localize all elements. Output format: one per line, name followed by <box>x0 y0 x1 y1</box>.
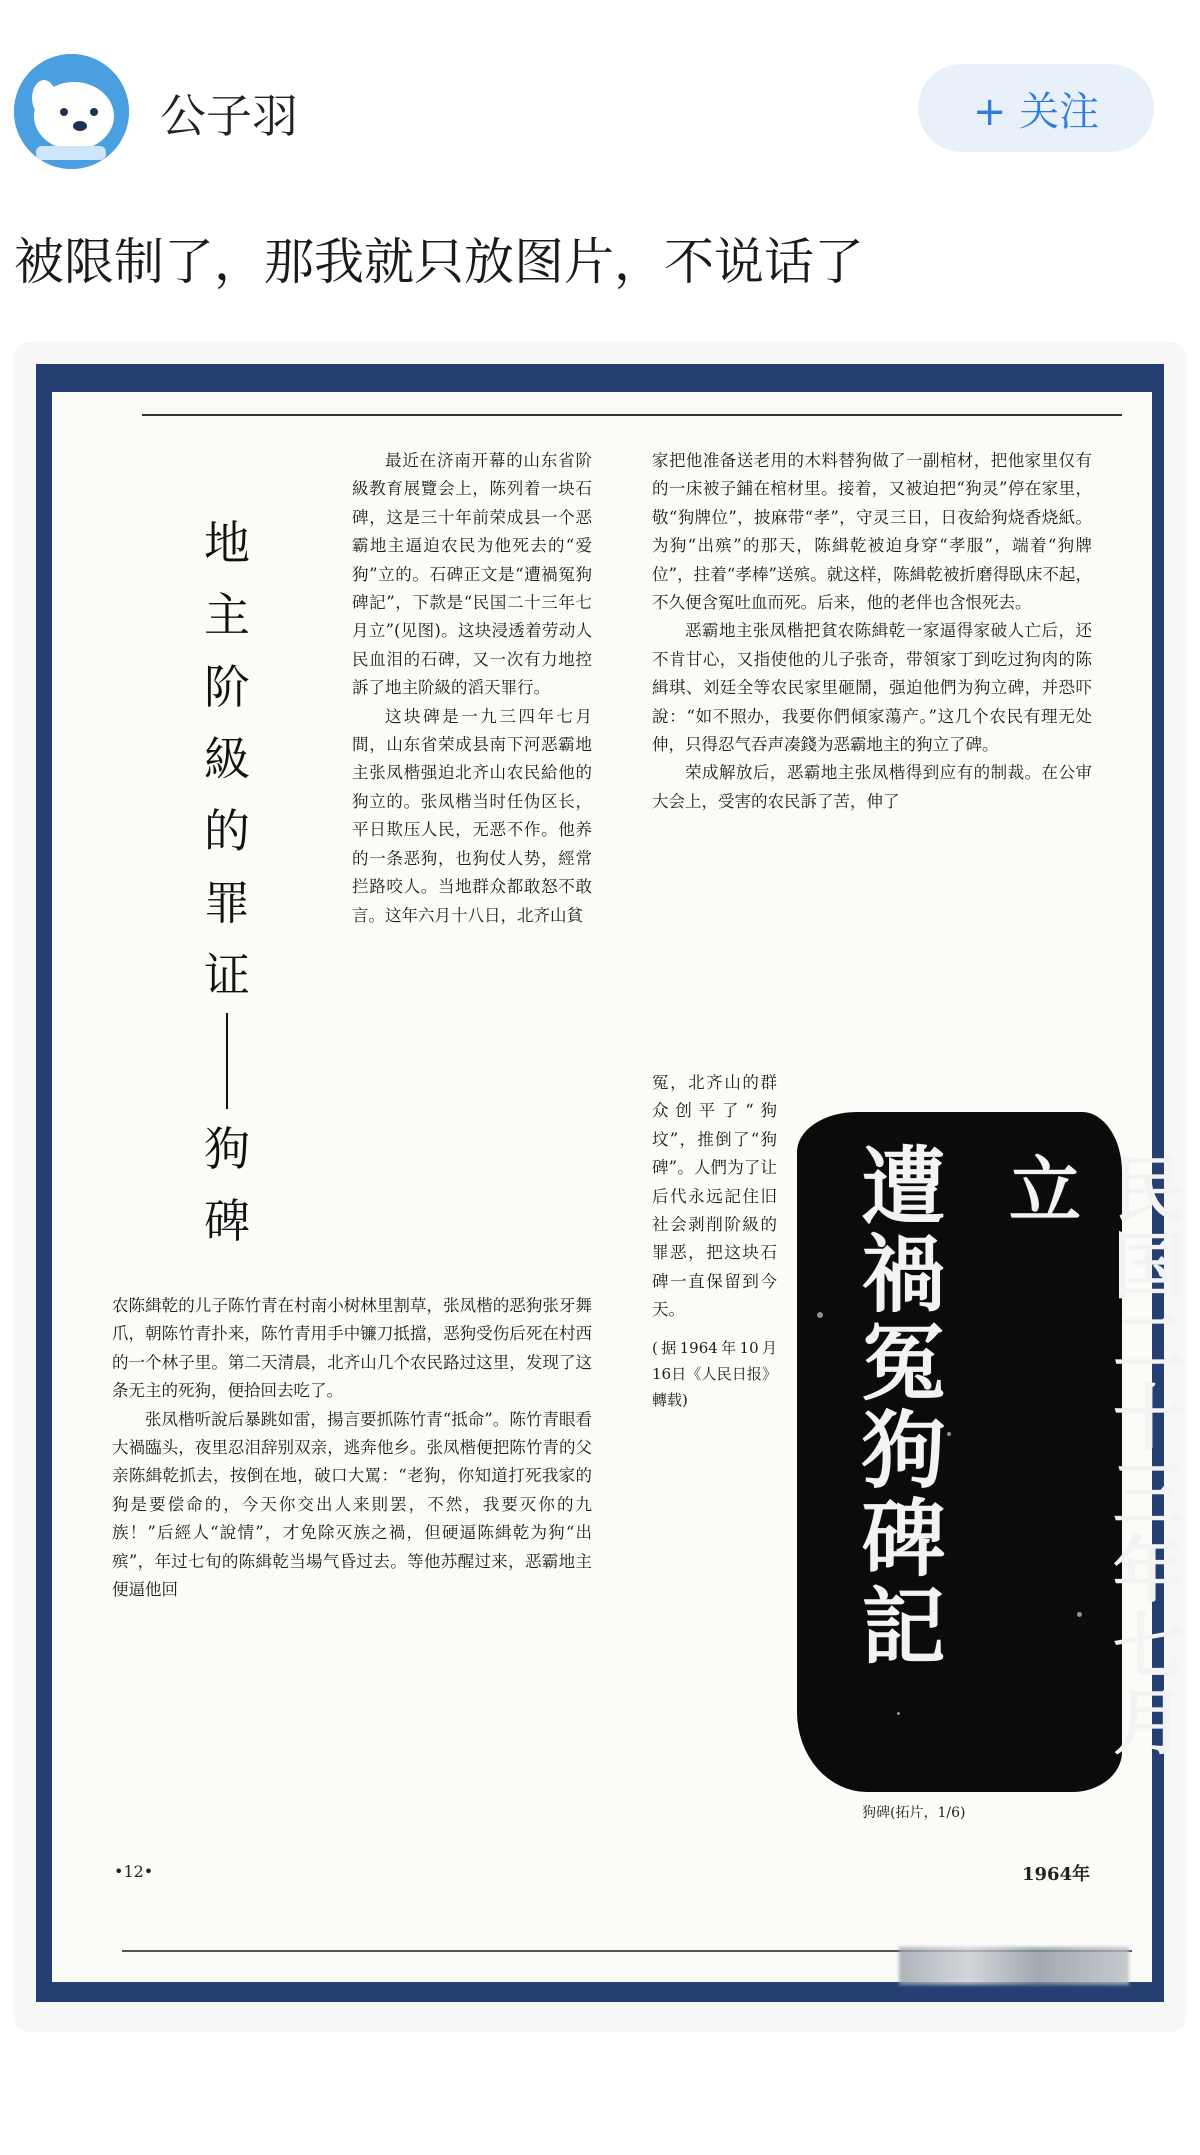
paragraph: 恶霸地主张凤楷把貧农陈緝乾一家逼得家破人亡后，还不肯甘心，又指使他的儿子张奇，带領家丁到吃过狗肉的陈緝琪、刘廷全等农民家里砸鬧，强迫他們为狗立碑，并恐吓說：“如不照办，我要你們傾家蕩产。”这几个农民有理无处伸，只得忍气吞声凑錢为恶霸地主的狗立了碑。 <box>652 621 1092 755</box>
rubbing-caption: 狗碑(拓片，1/6) <box>862 1805 966 1821</box>
title-char: 地 <box>204 516 250 570</box>
article-column-narrow <box>652 1069 777 1413</box>
top-rule <box>142 414 1122 416</box>
post-header <box>0 0 1200 200</box>
title-char: 罪 <box>204 876 250 930</box>
scanned-magazine-page <box>52 392 1186 1982</box>
issue-year: 1964年 <box>1022 1864 1091 1885</box>
title-dash <box>226 1013 228 1109</box>
stele-rubbing-image <box>797 1112 1186 1792</box>
post-image[interactable] <box>14 342 1186 2032</box>
post-text: 被限制了，那我就只放图片，不说话了 <box>14 233 864 291</box>
title-char: 阶 <box>204 660 250 714</box>
username[interactable]: 公子羽 <box>160 89 298 143</box>
article-column-2 <box>652 447 1092 816</box>
paragraph: 张凤楷听說后暴跳如雷，揚言要抓陈竹青“抵命”。陈竹青眼看大禍臨头，夜里忍泪辞别双亲，逃奔他乡。张凤楷便把陈竹青的父亲陈緝乾抓去，按倒在地，破口大罵：“老狗，你知道打死我家的狗是要偿命的，今天你交出人来則罢，不然，我要灭你的九族！”后經人“說情”，才免除灭族之禍，但硬逼陈緝乾为狗“出殡”，年过七旬的陈緝乾当場气昏过去。等他苏醒过来，恶霸地主便逼他回 <box>112 1409 592 1600</box>
title-char: 证 <box>204 948 250 1002</box>
watermark <box>899 1947 1129 1985</box>
source-note: (据1964年10月16日《人民日报》轉载) <box>652 1338 777 1409</box>
title-char: 的 <box>204 804 250 858</box>
title-char: 狗 <box>204 1122 250 1176</box>
paragraph: 农陈緝乾的儿子陈竹青在村南小树林里割草，张凤楷的恶狗张牙舞爪，朝陈竹青扑来，陈竹青用手中镰刀抵擋，恶狗受伤后死在村西的一个林子里。第二天清晨，北齐山几个农民路过这里，发现了这条无主的死狗，便拾回去吃了。 <box>112 1296 592 1401</box>
article-title <box>182 507 272 1257</box>
article-column-1-bottom <box>112 1292 592 1604</box>
avatar[interactable] <box>14 54 129 169</box>
page-number: •12• <box>114 1862 154 1881</box>
paragraph: 这块碑是一九三四年七月間，山东省荣成县南下河恶霸地主张凤楷强迫北齐山农民給他的狗立的。张凤楷当时任伪区长，平日欺压人民，无恶不作。他养的一条恶狗，也狗仗人势，經常拦路咬人。当地群众都敢怒不敢言。这年六月十八日，北齐山貧 <box>352 706 592 925</box>
rubbing-inscription-main: 遭禍冤狗碑記 <box>848 1142 947 1670</box>
dog-avatar-icon <box>14 54 129 169</box>
follow-button[interactable]: + 关注 <box>918 64 1154 152</box>
paragraph: 荣成解放后，恶霸地主张凤楷得到应有的制裁。在公审大会上，受害的农民訴了苦，伸了 <box>652 763 1092 811</box>
title-char: 碑 <box>204 1194 250 1248</box>
title-char: 主 <box>204 588 250 642</box>
paragraph: 最近在济南开幕的山东省阶級教育展覽会上，陈列着一块石碑，这是三十年前荣成县一个恶霸地主逼迫农民为他死去的“爱狗”立的。石碑正文是“遭禍冤狗碑記”，下款是“民国二十三年七月立”(见图)。这块浸透着劳动人民血泪的石碑，又一次有力地控訴了地主阶級的滔天罪行。 <box>352 451 592 698</box>
paragraph: 冤，北齐山的群众创平了“狗坟”，推倒了“狗碑”。人們为了让后代永远記住旧社会剥削阶級的罪恶，把这块石碑一直保留到今天。 <box>652 1073 777 1320</box>
title-char: 級 <box>204 732 250 786</box>
article-column-1 <box>352 447 592 930</box>
paragraph: 家把他准备送老用的木料替狗做了一副棺材，把他家里仅有的一床被子鋪在棺材里。接着，又被迫把“狗灵”停在家里，敬“狗牌位”，披麻带“孝”，守灵三日，日夜給狗烧香烧紙。为狗“出殡”的那天，陈緝乾被迫身穿“孝服”，端着“狗牌位”，拄着“孝棒”送殡。就这样，陈緝乾被折磨得臥床不起，不久便含冤吐血而死。后来，他的老伴也含恨死去。 <box>652 451 1092 613</box>
rubbing-inscription-date: 民国二十三年七月立 <box>997 1152 1186 1760</box>
